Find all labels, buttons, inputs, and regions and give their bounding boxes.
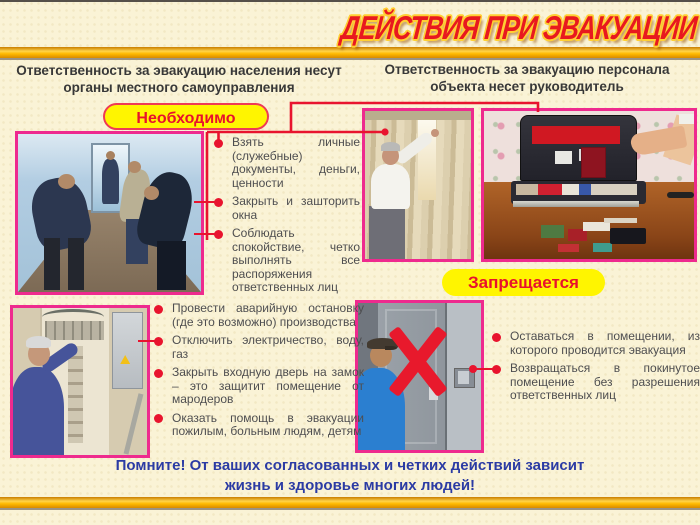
hallway-evacuation-photo bbox=[15, 131, 204, 295]
bullet-icon bbox=[492, 365, 501, 374]
passport bbox=[581, 147, 606, 179]
necessary-actions-list-upper bbox=[208, 136, 360, 300]
bottom-gold-divider bbox=[0, 497, 700, 508]
top-gold-divider bbox=[0, 47, 700, 58]
list-item-text: Закрыть и зашторить окна bbox=[232, 194, 360, 222]
list-item bbox=[148, 366, 364, 407]
list-item bbox=[486, 330, 700, 357]
briefcase-documents-photo bbox=[481, 108, 697, 262]
list-item-text: Отключить электричество, воду, газ bbox=[172, 333, 364, 361]
footer-line-2: жизнь и здоровье многих людей! bbox=[224, 476, 476, 494]
bullet-icon bbox=[154, 337, 163, 346]
list-item bbox=[208, 195, 360, 222]
list-item bbox=[148, 412, 364, 439]
left-column-header: Ответственность за эвакуацию населения несут органы местного самоуправления bbox=[16, 63, 342, 95]
footer-line-1: Помните! От ваших согласованных и четких действий зависит bbox=[115, 457, 585, 474]
electrical-panel-photo bbox=[10, 305, 150, 458]
footer-reminder bbox=[60, 456, 640, 495]
red-folder bbox=[532, 126, 620, 144]
badge-prohibited: Запрещается bbox=[442, 269, 605, 296]
list-item-text: Соблюдать спокойствие, четко выполнять все распоряжения ответственных лиц bbox=[232, 226, 360, 294]
prohibited-actions-list bbox=[486, 330, 700, 408]
list-item-text: Возвращаться в покинутое помещение без разрешения ответственных лиц bbox=[510, 361, 700, 402]
bullet-icon bbox=[214, 139, 223, 148]
bullet-icon bbox=[154, 414, 163, 423]
list-item bbox=[148, 334, 364, 361]
list-item-text: Оставаться в помещении, из которого проводится эвакуация bbox=[510, 329, 700, 357]
list-item-text: Взять личные (служебные) документы, деньги, ценности bbox=[232, 135, 360, 190]
bullet-icon bbox=[154, 369, 163, 378]
badge-necessary: Необходимо bbox=[103, 103, 269, 130]
list-item bbox=[148, 302, 364, 329]
prohibition-x-icon bbox=[383, 315, 454, 409]
right-column-header: Ответственность за эвакуацию персонала объекта несет руководитель bbox=[384, 62, 670, 94]
list-item-text: Оказать помощь в эвакуации пожилым, больным людям, детям bbox=[172, 410, 364, 438]
list-item bbox=[208, 227, 360, 295]
bullet-icon bbox=[154, 305, 163, 314]
page-title: ДЕЙСТВИЯ ПРИ ЭВАКУАЦИИ bbox=[339, 9, 698, 46]
door-prohibited-photo bbox=[355, 300, 484, 453]
bullet-icon bbox=[214, 198, 223, 207]
list-item bbox=[486, 362, 700, 403]
necessary-actions-list-lower bbox=[148, 302, 364, 444]
bullet-icon bbox=[214, 230, 223, 239]
bullet-icon bbox=[492, 333, 501, 342]
closing-curtains-photo bbox=[362, 108, 474, 262]
list-item bbox=[208, 136, 360, 190]
top-edge-line bbox=[0, 0, 700, 2]
list-item-text: Закрыть входную дверь на замок – это защитит помещение от мародеров bbox=[172, 365, 364, 406]
list-item-text: Провести аварийную остановку (где это возможно) производства bbox=[172, 301, 364, 329]
